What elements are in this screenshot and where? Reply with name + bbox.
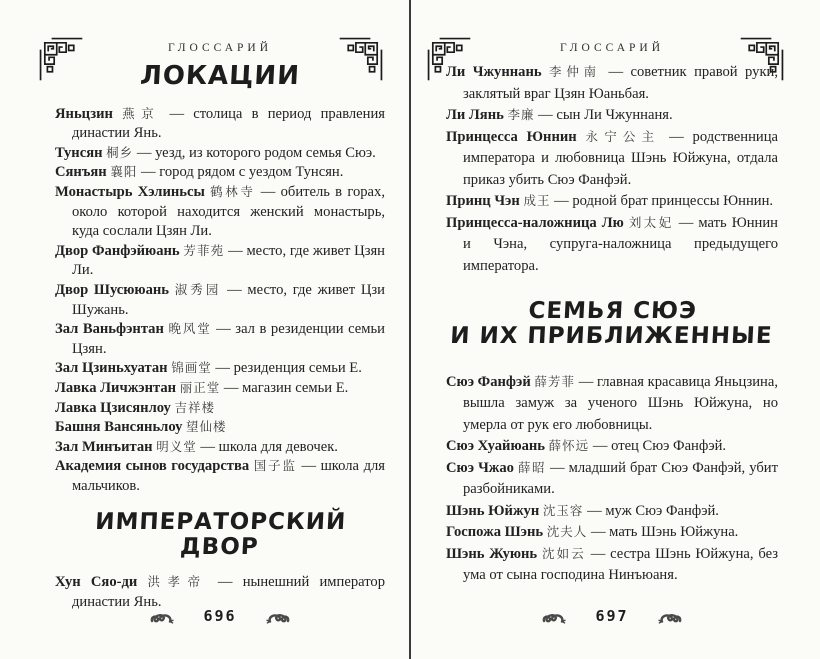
entry-chinese: 望仙楼 [186, 420, 227, 435]
glossary-entry [55, 418, 385, 438]
entry-definition: — муж Сюэ Фанфэй. [587, 502, 719, 519]
entry-definition: — столица в период правления династии Янь. [72, 105, 385, 142]
entry-chinese: 薛芳菲 [534, 374, 576, 389]
entry-term: Монастырь Хэлиньсы [55, 183, 205, 200]
entry-definition: — нынешний император династии Янь. [72, 574, 385, 610]
snake-ornament-icon [657, 608, 683, 625]
running-head: ГЛОССАРИЙ [559, 42, 665, 54]
glossary-entry [55, 379, 385, 399]
entry-term: Яньцзин [55, 105, 113, 122]
entry-definition: — место, где живет Цзи Шужань. [72, 281, 385, 318]
entry-term: Тунсян [55, 144, 103, 161]
entry-term: Лавка Цзисянлоу [55, 399, 171, 416]
entry-chinese: 鹤林寺 [210, 184, 256, 199]
entry-term: Шэнь Юйжун [446, 502, 540, 519]
entry-chinese: 燕京 [122, 106, 161, 121]
entry-term: Зал Цзиньхуатан [55, 360, 168, 377]
glossary-entry [446, 544, 778, 587]
glossary-entry [55, 163, 385, 183]
entry-term: Сюэ Фанфэй [446, 373, 531, 390]
entry-term: Принцесса Юннин [446, 128, 577, 145]
entry-chinese: 襄阳 [110, 165, 138, 180]
entry-definition: — мать Юннин и Чэна, супруга-наложница предыдущего императора. [463, 214, 778, 274]
entry-chinese: 明义堂 [156, 439, 197, 454]
entry-chinese: 刘太妃 [628, 215, 674, 230]
running-head: ГЛОССАРИЙ [167, 42, 273, 54]
glossary-entry [55, 281, 385, 320]
entry-term: Сюэ Хуайюань [446, 438, 546, 455]
entry-term: Шэнь Жуюнь [446, 545, 538, 562]
entry-chinese: 成王 [523, 194, 551, 208]
entry-definition: — родственница императора и любовница Шэнь Юйжуна, отдала приказ убить Сюэ Фанфэй. [463, 128, 779, 188]
page-left [0, 0, 409, 659]
glossary-entry [446, 213, 778, 278]
entry-chinese: 薛昭 [518, 460, 546, 475]
page-number: 697 [595, 607, 629, 625]
entry-definition: — место, где живет Цзян Ли. [72, 242, 385, 279]
glossary-entry [55, 359, 385, 379]
entry-chinese: 锦画堂 [171, 361, 212, 376]
entry-chinese: 沈玉容 [542, 503, 584, 518]
entry-definition: — уезд, из которого родом семья Сюэ. [136, 144, 376, 161]
entry-definition: — школа для девочек. [200, 438, 338, 455]
page-footer [446, 607, 778, 625]
glossary-entry [55, 242, 385, 281]
entry-definition: — родной брат принцессы Юннин. [554, 193, 774, 209]
entry-chinese: 丽正堂 [179, 380, 221, 395]
glossary-entry [55, 438, 385, 458]
entry-chinese: 薛怀远 [548, 439, 590, 454]
section-heading-locations: ЛОКАЦИИ [139, 61, 301, 91]
glossary-entry [446, 522, 778, 544]
entry-chinese: 吉祥楼 [174, 400, 215, 415]
entry-chinese: 桐乡 [106, 145, 134, 160]
entry-definition: — обитель в горах, около которой находится женский монастырь, куда сослали Цзян Ли. [72, 183, 385, 240]
snake-ornament-icon [541, 608, 567, 625]
entry-term: Зал Минъитан [55, 438, 153, 455]
entry-definition: — сын Ли Чжуннаня. [538, 107, 673, 123]
entry-definition: — советник правой руки, заклятый враг Цзян Юаньбая. [463, 64, 778, 102]
glossary-entry [55, 144, 385, 164]
entry-definition: — мать Шэнь Юйжуна. [590, 524, 739, 541]
glossary-entry [446, 372, 778, 437]
entry-term: Академия сынов государства [55, 458, 250, 475]
glossary-entry [446, 191, 778, 213]
entry-term: Сянъян [55, 164, 107, 181]
page-number: 696 [203, 607, 237, 625]
entry-chinese: 沈夫人 [546, 525, 588, 540]
entry-term: Ли Чжуннань [446, 64, 542, 80]
entry-definition: — школа для мальчиков. [72, 458, 385, 494]
entry-chinese: 沈如云 [541, 546, 586, 561]
glossary-entry [446, 105, 778, 127]
snake-ornament-icon [149, 608, 175, 625]
entry-term: Двор Шусююань [55, 281, 170, 298]
entry-term: Двор Фанфэйюань [55, 242, 180, 259]
entry-term: Принцесса-наложница Лю [446, 214, 624, 231]
page-right [409, 0, 818, 659]
entry-definition: — главная красавица Яньцзина, вышла замуж за ученого Шэнь Юйжуна, но умерла от рук его любовницы. [463, 373, 778, 433]
entry-term: Башня Вансяньлоу [55, 419, 183, 436]
entry-definition: — младший брат Сюэ Фанфэй, убит разбойниками. [463, 459, 778, 498]
entry-chinese: 芳菲苑 [183, 243, 225, 258]
entry-definition: — сестра Шэнь Юйжуна, без ума от сына господина Нинъюаня. [463, 545, 778, 584]
entry-term: Принц Чэн [446, 193, 520, 209]
entry-chinese: 淑秀园 [174, 282, 222, 297]
glossary-entry [446, 458, 778, 501]
page-footer [55, 607, 385, 625]
entry-definition: — резиденция семьи Е. [215, 360, 362, 377]
heading-line-2: И ИХ ПРИБЛИЖЕННЫЕ [449, 323, 774, 350]
entry-chinese: 国子监 [253, 459, 297, 474]
snake-ornament-icon [265, 608, 291, 625]
glossary-entry [55, 105, 385, 144]
entry-term: Хун Сяо-ди [55, 574, 138, 591]
right-page-content [446, 42, 778, 587]
entry-term: Сюэ Чжао [446, 459, 514, 476]
entry-chinese: 晚风堂 [168, 322, 212, 337]
section-heading-xue-family [445, 299, 780, 350]
left-page-content [55, 42, 385, 612]
entry-definition: — отец Сюэ Фанфэй. [592, 438, 727, 455]
glossary-entry [446, 436, 778, 458]
entry-term: Ли Лянь [446, 107, 504, 123]
entry-term: Зал Ваньфэнтан [55, 321, 164, 338]
glossary-entry [55, 183, 385, 242]
entry-term: Госпожа Шэнь [446, 524, 544, 541]
section-heading-imperial-court: ИМПЕРАТОРСКИЙ ДВОР [94, 509, 347, 561]
glossary-entry [55, 457, 385, 496]
glossary-entry [55, 399, 385, 419]
entry-chinese: 永宁公主 [585, 129, 661, 144]
glossary-entry [446, 501, 778, 523]
glossary-entry [446, 62, 778, 105]
entry-definition: — зал в резиденции семьи Цзян. [72, 321, 385, 357]
entry-chinese: 李廉 [507, 108, 535, 122]
entry-term: Лавка Личжэнтан [55, 379, 177, 396]
glossary-entry [446, 127, 778, 192]
entry-chinese: 洪孝帝 [147, 575, 208, 590]
entry-definition: — магазин семьи Е. [223, 379, 349, 396]
heading-line-1: СЕМЬЯ СЮЭ [527, 298, 698, 324]
entry-chinese: 李仲南 [549, 65, 601, 79]
entry-definition: — город рядом с уездом Тунсян. [140, 164, 344, 181]
glossary-entry [55, 320, 385, 359]
